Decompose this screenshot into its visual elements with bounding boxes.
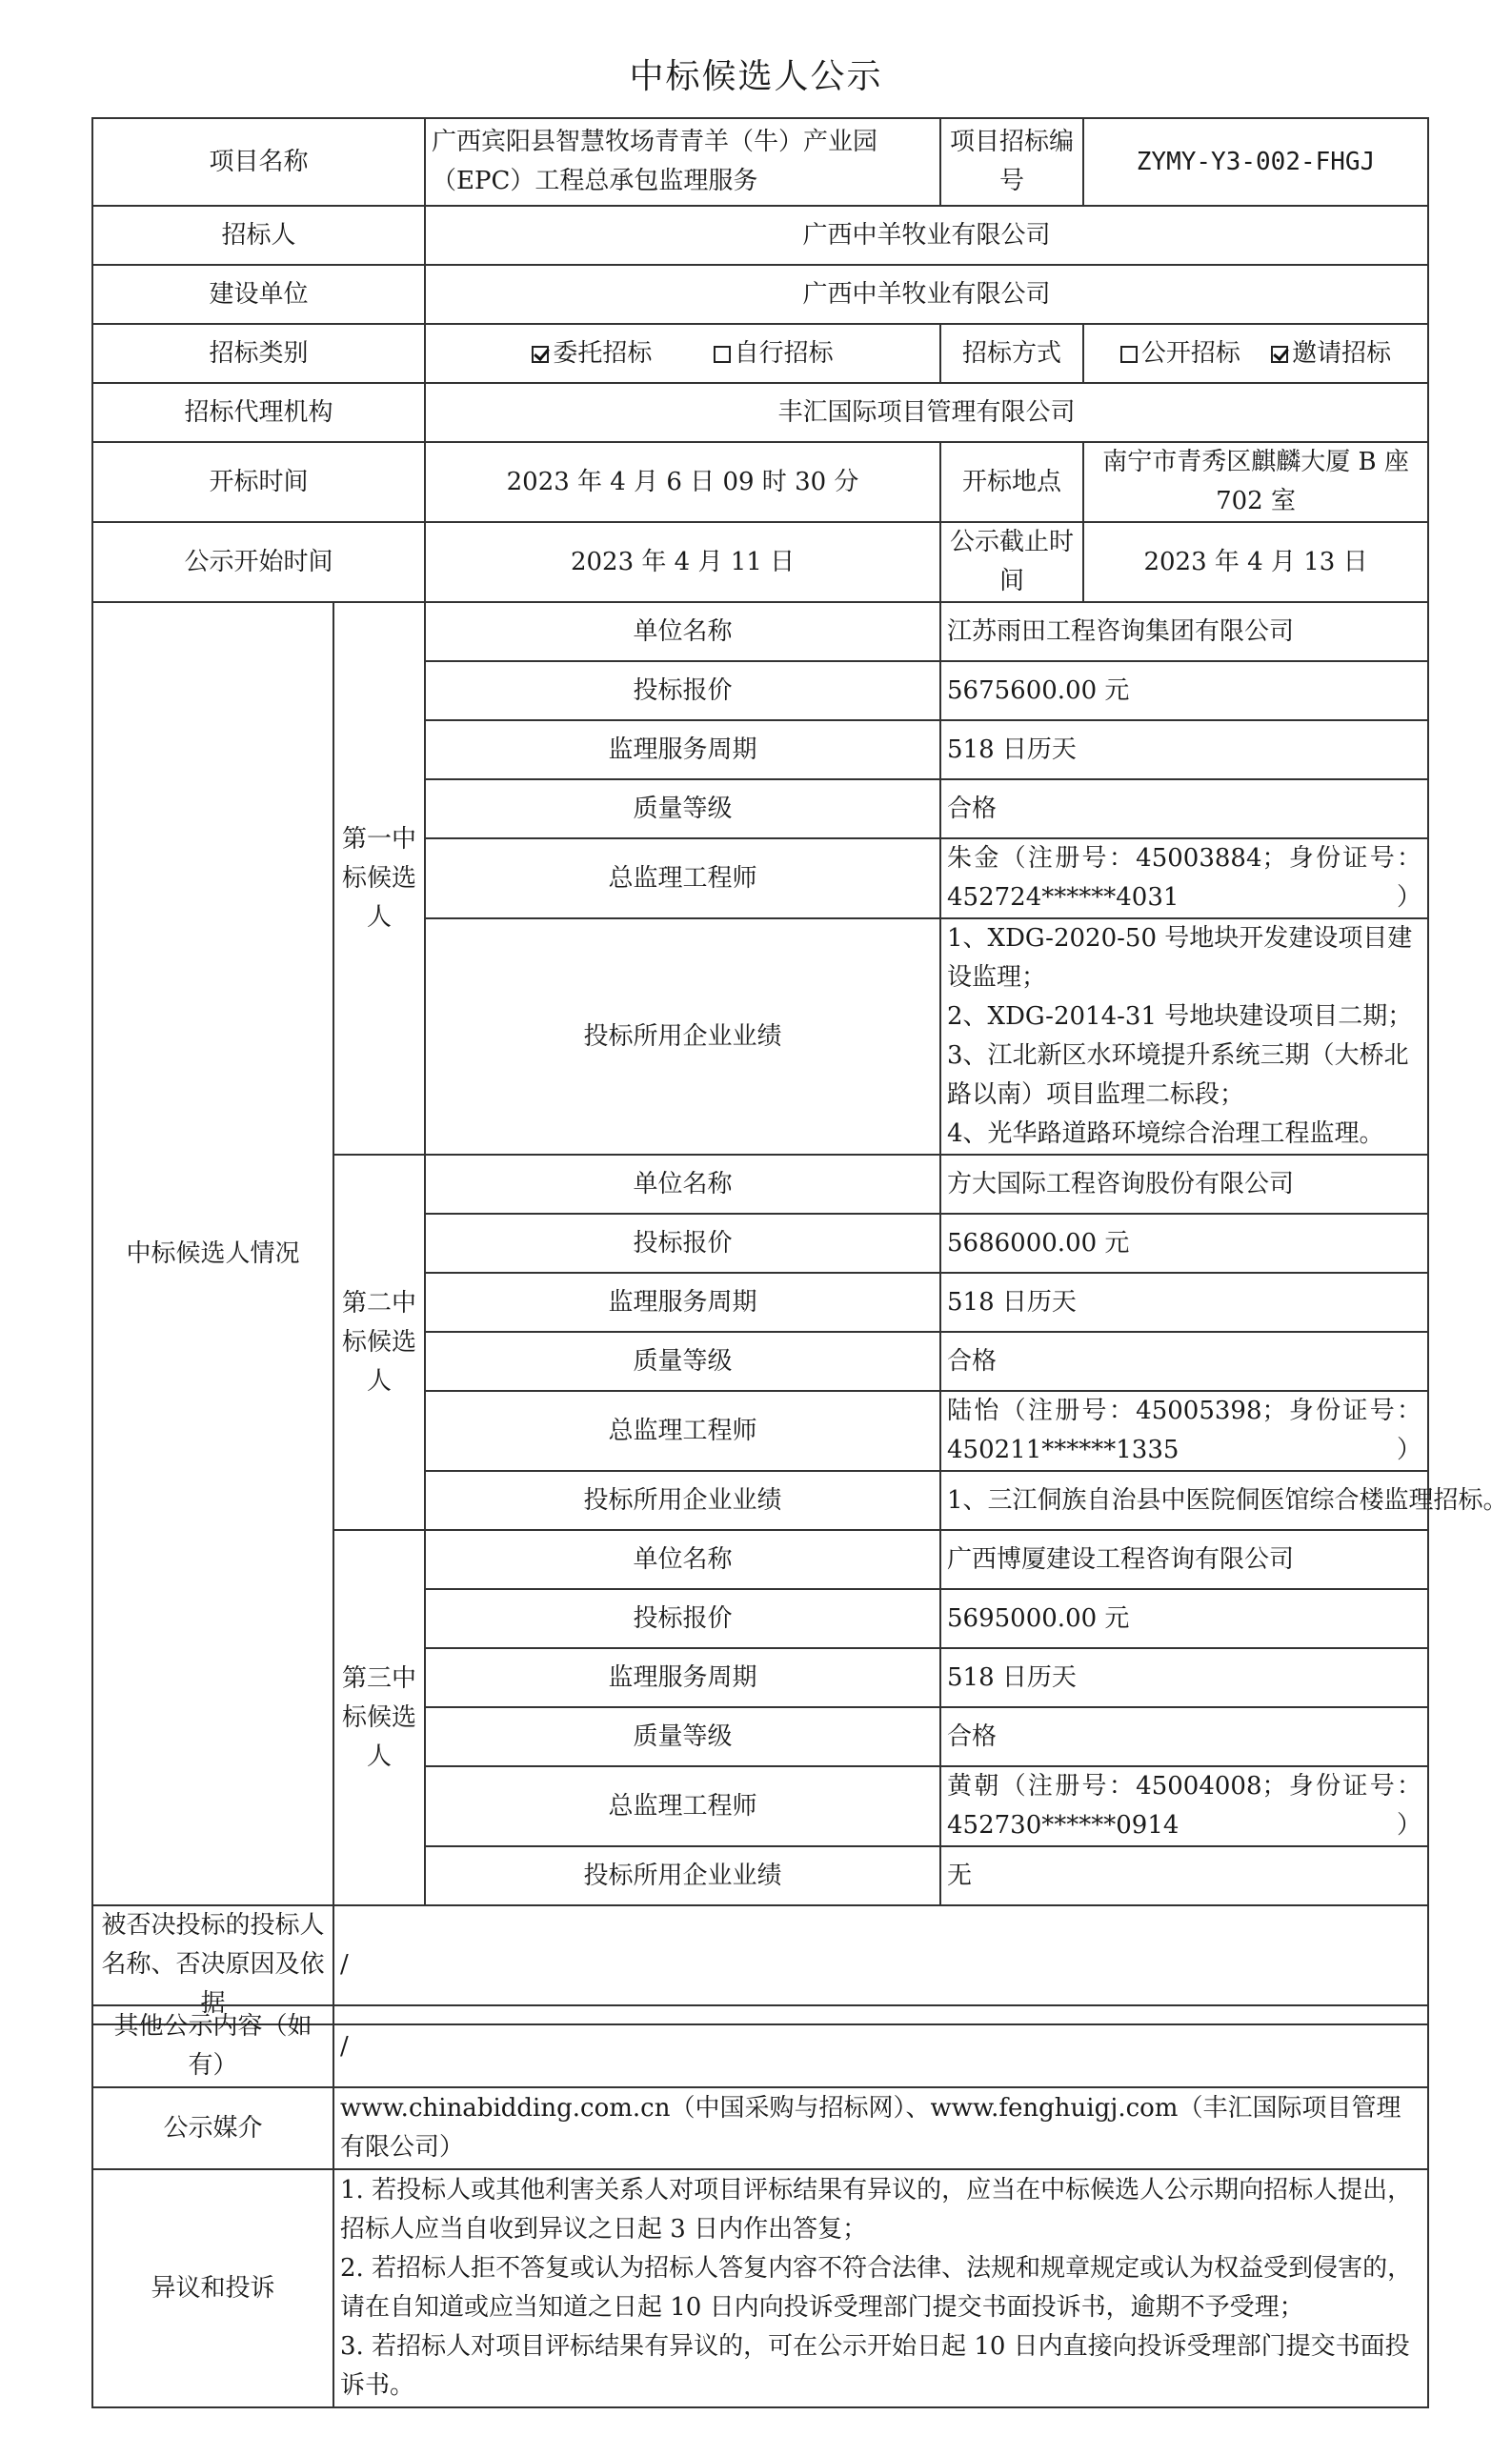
media-label: 公示媒介 — [92, 2087, 333, 2169]
candidate-2-performance — [940, 1471, 1508, 1530]
agency-value: 丰汇国际项目管理有限公司 — [425, 383, 1428, 442]
field-label-period: 监理服务周期 — [425, 1648, 940, 1707]
checkbox-empty-icon — [1120, 346, 1138, 363]
candidates-section-label: 中标候选人情况 — [92, 602, 333, 1905]
performance-item: 2、XDG-2014-31 号地块建设项目二期； — [947, 1002, 1413, 1031]
performance-item: 3、江北新区水环境提升系统三期（大桥北路以南）项目监理二标段； — [947, 1041, 1409, 1109]
pub-start-value: 2023 年 4 月 11 日 — [425, 522, 940, 602]
candidate-1-unit: 江苏雨田工程咨询集团有限公司 — [940, 602, 1428, 661]
candidate-2-unit: 方大国际工程咨询股份有限公司 — [940, 1155, 1428, 1214]
checkbox-checked-icon — [1271, 346, 1288, 363]
field-label-quality: 质量等级 — [425, 779, 940, 838]
field-label-engineer: 总监理工程师 — [425, 838, 940, 918]
complaint-item: 3. 若招标人对项目评标结果有异议的，可在公示开始日起 10 日内直接向投诉受理部门提交书面投诉书。 — [340, 2332, 1410, 2400]
candidate-3-quality: 合格 — [940, 1707, 1428, 1766]
candidate-3-performance — [940, 1846, 1428, 1905]
category-option-self[interactable]: 自行招标 — [714, 334, 834, 373]
checkbox-empty-icon — [714, 346, 731, 363]
field-label-performance: 投标所用企业业绩 — [425, 1471, 940, 1530]
agency-label: 招标代理机构 — [92, 383, 425, 442]
field-label-performance: 投标所用企业业绩 — [425, 1846, 940, 1905]
performance-item: 无 — [947, 1861, 973, 1890]
complaint-items — [333, 2169, 1428, 2407]
candidate-3-price: 5695000.00 元 — [940, 1589, 1428, 1648]
complaint-label: 异议和投诉 — [92, 2169, 333, 2407]
method-option-open[interactable]: 公开招标 — [1120, 334, 1240, 373]
project-code-value: ZYMY-Y3-002-FHGJ — [1083, 118, 1428, 206]
candidate-2-engineer: 陆怡（注册号：45005398；身份证号：450211******1335） — [940, 1391, 1428, 1471]
candidate-1-quality: 合格 — [940, 779, 1428, 838]
method-label: 招标方式 — [940, 324, 1083, 383]
rejected-label: 被否决投标的投标人名称、否决原因及依据 — [92, 1905, 333, 2024]
complaint-item: 2. 若招标人拒不答复或认为招标人答复内容不符合法律、法规和规章规定或认为权益受到侵害的，请在自知道或应当知道之日起 10 日内向投诉受理部门提交书面投诉书，逾期不予受理； — [340, 2254, 1413, 2322]
field-label-period: 监理服务周期 — [425, 1273, 940, 1332]
builder-value: 广西中羊牧业有限公司 — [425, 265, 1428, 324]
open-time-value: 2023 年 4 月 6 日 09 时 30 分 — [425, 442, 940, 522]
field-label-price: 投标报价 — [425, 1214, 940, 1273]
candidate-1-rank: 第一中标候选人 — [333, 602, 425, 1155]
candidate-3-rank: 第三中标候选人 — [333, 1530, 425, 1905]
media-value: www.chinabidding.com.cn（中国采购与招标网）、www.fenghuigj.com（丰汇国际项目管理有限公司） — [333, 2087, 1428, 2169]
performance-item: 4、光华路道路环境综合治理工程监理。 — [947, 1119, 1384, 1148]
pub-end-label: 公示截止时间 — [940, 522, 1083, 602]
performance-item: 1、三江侗族自治县中医院侗医馆综合楼监理招标。 — [947, 1485, 1508, 1515]
field-label-engineer: 总监理工程师 — [425, 1391, 940, 1471]
open-place-label: 开标地点 — [940, 442, 1083, 522]
candidate-2-price: 5686000.00 元 — [940, 1214, 1428, 1273]
method-options — [1083, 324, 1428, 383]
field-label-quality: 质量等级 — [425, 1707, 940, 1766]
open-place-value: 南宁市青秀区麒麟大厦 B 座 702 室 — [1083, 442, 1428, 522]
pub-end-value: 2023 年 4 月 13 日 — [1083, 522, 1428, 602]
tenderer-value: 广西中羊牧业有限公司 — [425, 206, 1428, 265]
field-label-performance: 投标所用企业业绩 — [425, 918, 940, 1155]
open-time-label: 开标时间 — [92, 442, 425, 522]
pub-start-label: 公示开始时间 — [92, 522, 425, 602]
notice-table — [91, 2004, 1429, 2408]
checkbox-checked-icon — [532, 346, 549, 363]
category-options — [425, 324, 940, 383]
candidate-2-period: 518 日历天 — [940, 1273, 1428, 1332]
field-label-unit: 单位名称 — [425, 1530, 940, 1589]
field-label-engineer: 总监理工程师 — [425, 1766, 940, 1846]
method-option-invite[interactable]: 邀请招标 — [1271, 334, 1391, 373]
candidate-1-period: 518 日历天 — [940, 720, 1428, 779]
main-table — [91, 117, 1508, 2025]
other-value: / — [333, 2005, 1428, 2087]
field-label-quality: 质量等级 — [425, 1332, 940, 1391]
performance-item: 1、XDG-2020-50 号地块开发建设项目建设监理； — [947, 924, 1413, 992]
project-name-label: 项目名称 — [92, 118, 425, 206]
field-label-period: 监理服务周期 — [425, 720, 940, 779]
complaint-item: 1. 若投标人或其他利害关系人对项目评标结果有异议的，应当在中标候选人公示期向招标人提出，招标人应当自收到异议之日起 3 日内作出答复； — [340, 2176, 1413, 2244]
candidate-1-performance — [940, 918, 1428, 1155]
field-label-price: 投标报价 — [425, 661, 940, 720]
candidate-3-period: 518 日历天 — [940, 1648, 1428, 1707]
field-label-price: 投标报价 — [425, 1589, 940, 1648]
builder-label: 建设单位 — [92, 265, 425, 324]
candidate-2-rank: 第二中标候选人 — [333, 1155, 425, 1530]
project-code-label: 项目招标编号 — [940, 118, 1083, 206]
category-option-entrusted[interactable]: 委托招标 — [532, 334, 652, 373]
page-title: 中标候选人公示 — [629, 57, 883, 96]
project-name-value: 广西宾阳县智慧牧场青青羊（牛）产业园（EPC）工程总承包监理服务 — [425, 118, 940, 206]
other-label: 其他公示内容（如有） — [92, 2005, 333, 2087]
field-label-unit: 单位名称 — [425, 602, 940, 661]
category-label: 招标类别 — [92, 324, 425, 383]
field-label-unit: 单位名称 — [425, 1155, 940, 1214]
candidate-1-price: 5675600.00 元 — [940, 661, 1428, 720]
candidate-1-engineer: 朱金（注册号：45003884；身份证号：452724******4031） — [940, 838, 1428, 918]
candidate-3-engineer: 黄朝（注册号：45004008；身份证号：452730******0914） — [940, 1766, 1428, 1846]
tenderer-label: 招标人 — [92, 206, 425, 265]
candidate-3-unit: 广西博厦建设工程咨询有限公司 — [940, 1530, 1428, 1589]
candidate-2-quality: 合格 — [940, 1332, 1428, 1391]
rejected-value: / — [333, 1905, 1428, 2024]
